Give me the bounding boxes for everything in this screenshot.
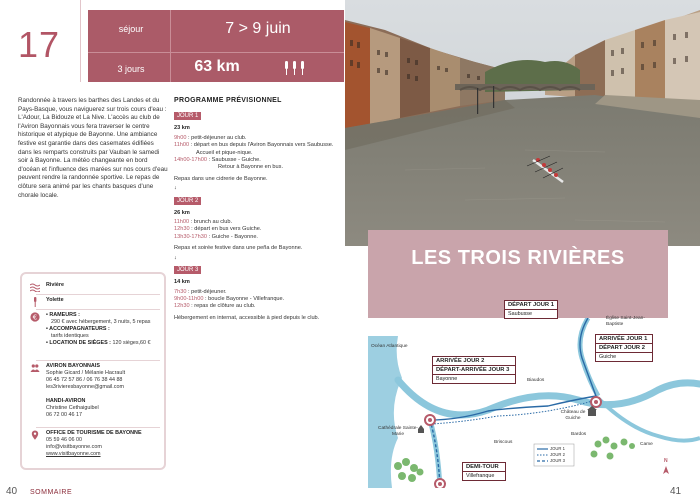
boat-type-2: Yolette (46, 297, 64, 303)
depart-jour1-label: DÉPART JOUR 1 Saubusse (504, 300, 558, 319)
biaudos-label: Biaudos (527, 378, 545, 383)
sommaire-link[interactable]: SOMMAIRE (30, 489, 73, 496)
ocean-label: Océan Atlantique (371, 344, 408, 349)
location-line: • LOCATION DE SIÈGES : 120 sièges,60 € (46, 340, 151, 346)
day-badge: JOUR 3 (174, 266, 201, 274)
day-distance: 26 km (174, 209, 190, 216)
divider (36, 309, 160, 310)
programme (174, 97, 342, 322)
header-divider-horizontal (88, 52, 344, 53)
schedule-item: 12h30 : départ en bus vers Guiche. (174, 226, 262, 233)
page-number-left: 40 (6, 486, 18, 497)
demitour-label: DEMI-TOUR Villefranque (462, 462, 506, 481)
bayonne-river-photo (345, 0, 700, 246)
divider (36, 427, 160, 428)
waves-icon (30, 282, 40, 292)
location-pin-icon (30, 430, 40, 440)
trip-dates: 7 > 9 juin (225, 20, 291, 37)
bayonne-label: ARRIVÉE JOUR 2 DÉPART-ARRIVÉE JOUR 3 Bayonne (432, 356, 516, 384)
paddle-icon (30, 297, 40, 307)
club-contacts: Sophie Gicard / Mélanie Hacrault (46, 370, 126, 376)
tourisme-phone: 05 59 46 06 00 (46, 437, 82, 443)
accomp-price: tarifs identiques (51, 333, 89, 339)
schedule-item: 7h30 : petit-déjeuner. (174, 288, 227, 295)
route-title: LES TROIS RIVIÈRES (411, 247, 625, 269)
compass-icon: N (664, 458, 668, 464)
header-divider-vertical (170, 10, 171, 82)
handi-contact: Christine Cethaiguibel (46, 405, 99, 411)
cathedrale-label: Cathédrale Sainte-Marie (378, 426, 418, 437)
divider (36, 294, 160, 295)
euro-icon (30, 312, 40, 322)
schedule-item: 11h00 : départ en bus depuis l'Aviron Bayonnais vers Saubusse. (174, 142, 334, 149)
legend-jour2: JOUR 2 (550, 452, 565, 457)
down-arrow-icon: ↓ (174, 185, 177, 192)
trip-distance: 63 km (194, 58, 240, 75)
difficulty-paddles-icon (282, 60, 312, 76)
trip-number: 17 (18, 24, 61, 65)
club-email[interactable]: les3rivieresbayonne@gmail.com (46, 384, 124, 390)
schedule-item: 12h30 : repas de clôture au club. (174, 303, 256, 310)
tourisme-website[interactable]: www.visitbayonne.com (46, 451, 101, 457)
day-distance: 23 km (174, 125, 190, 132)
evening-note: Repas dans une cidrerie de Bayonne. (174, 175, 268, 182)
schedule-item: 11h00 : brunch au club. (174, 219, 233, 226)
info-box (20, 272, 166, 470)
duration-label: 3 jours (117, 64, 145, 74)
club-name: AVIRON BAYONNAIS (46, 363, 100, 369)
bardos-label: Bardos (571, 432, 587, 437)
svg-text:€: € (32, 313, 38, 322)
rameurs-label: • RAMEURS : (46, 312, 80, 318)
legend-jour1: JOUR 1 (550, 446, 565, 451)
schedule-item: Accueil et pique-nique. (196, 149, 253, 156)
legend-jour3: JOUR 3 (550, 458, 565, 463)
down-arrow-icon: ↓ (174, 254, 177, 261)
club-phones: 06 45 72 57 86 / 06 76 38 44 88 (46, 377, 123, 383)
intro-paragraph: Randonnée à travers les barthes des Landes et du Pays-Basque, vous naviguerez sur trois cours d'eau : L'Adour, La Bidouze et La Nive. L'accès au club de l'Aviron Bayonnais vous fera traverser le centre historique et atypique de Bayonne. Une ambiance festive est garantie dans des casemates édifiées dans les remparts construits par Vauban le samedi soir à Bayonne. La météo changeante en bord d'océan et l'influence des marées sur nos cours d'eau peuvent rendre la randonnée sportive. Le repas de clôture sera animé par les chants basques d'une chorale locale. (18, 97, 168, 199)
rameurs-price: 290 € avec hébergement, 3 nuits, 5 repas (51, 319, 151, 325)
handi-name: HANDI-AVIRON (46, 398, 86, 404)
header-rule (80, 0, 81, 82)
accomp-label: • ACCOMPAGNATEURS : (46, 326, 110, 332)
eglise-label: Église Saint-Jean-Baptiste (606, 316, 645, 327)
day-badge: JOUR 2 (174, 197, 201, 205)
schedule-item: 9h00 : petit-déjeuner au club. (174, 134, 247, 141)
schedule-item: 14h00-17h00 : Saubusse - Guiche. (174, 157, 261, 164)
people-icon (30, 363, 40, 373)
guiche-label: ARRIVÉE JOUR 1 DÉPART JOUR 2 Guiche (595, 334, 653, 362)
lodging-note: Hébergement en internat, accessible à pied depuis le club. (174, 314, 320, 321)
page-number-right: 41 (670, 486, 682, 497)
sejour-label: séjour (118, 24, 144, 34)
schedule-item: 13h30-17h30 : Guiche - Bayonne. (174, 233, 258, 240)
day-distance: 14 km (174, 279, 190, 286)
tourisme-name: OFFICE DE TOURISME DE BAYONNE (46, 430, 142, 436)
schedule-item: Retour à Bayonne en bus. (218, 164, 283, 171)
evening-note: Repas et soirée festive dans une peña de Bayonne. (174, 245, 303, 252)
briscous-label: Briscous (494, 440, 513, 445)
chateau-label: Château de Guiche (560, 410, 586, 421)
schedule-item: 9h00-11h00 : boucle Bayonne - Villefranque. (174, 295, 285, 302)
tourisme-email[interactable]: info@visitbayonne.com (46, 444, 102, 450)
programme-title: PROGRAMME PRÉVISIONNEL (174, 97, 282, 104)
came-label: Came (640, 442, 653, 447)
handi-phone: 06 72 00 46 17 (46, 412, 82, 418)
divider (36, 360, 160, 361)
day-badge: JOUR 1 (174, 112, 201, 120)
boat-type-1: Rivière (46, 282, 64, 288)
